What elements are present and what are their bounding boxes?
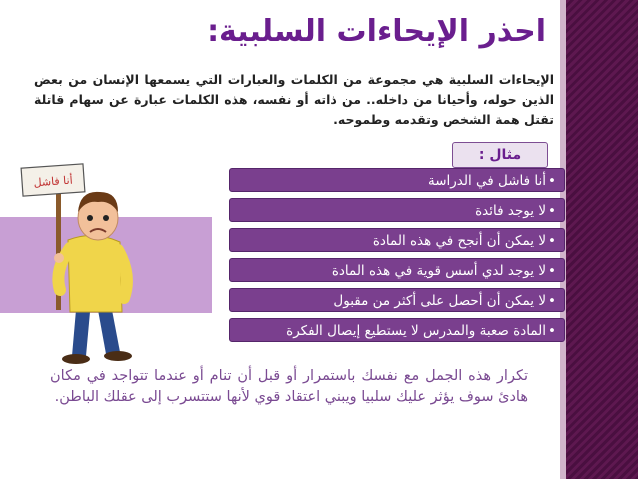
conclusion-paragraph: تكرار هذه الجمل مع نفسك باستمرار أو قبل أن تنام أو عندما تتواجد في مكان هادئ سوف يؤثر عليك سلبيا ويبني اعتقاد قوي لأنها ستتسرب إلى عقلك الباطن. — [50, 368, 528, 405]
sign-text: أنا فاشل — [33, 173, 74, 190]
left-hand — [54, 253, 64, 263]
list-item: •لا يمكن أن أحصل على أكثر من مقبول — [229, 288, 565, 312]
slide-title: احذر الإيحاءات السلبية: — [207, 14, 546, 49]
list-item: •المادة صعبة والمدرس لا يستطيع إيصال الفكرة — [229, 318, 565, 342]
left-leg — [72, 310, 90, 356]
sign — [21, 164, 85, 196]
left-eye — [87, 215, 93, 221]
left-shoe — [62, 354, 90, 364]
negative-phrases-list — [229, 168, 565, 348]
example-label: مثال : — [452, 142, 548, 168]
decorative-band — [566, 0, 638, 479]
list-item: •لا يوجد فائدة — [229, 198, 565, 222]
right-leg — [98, 310, 120, 354]
intro-paragraph: الإيحاءات السلبية هي مجموعة من الكلمات والعبارات التي يسمعها الإنسان من بعض الذين حوله، وأحيانا من داخله.. من ذاته أو نفسه، هذه الكلمات عبارة عن سهام قاتلة تقتل همة الشخص وتقدمه وطموحه. — [34, 72, 554, 127]
right-eye — [103, 215, 109, 221]
list-item: •أنا فاشل في الدراسة — [229, 168, 565, 192]
sad-man-illustration — [14, 160, 194, 365]
right-shoe — [104, 351, 132, 361]
list-item: •لا يمكن أن أنجح في هذه المادة — [229, 228, 565, 252]
list-item: •لا يوجد لدي أسس قوية في هذه المادة — [229, 258, 565, 282]
